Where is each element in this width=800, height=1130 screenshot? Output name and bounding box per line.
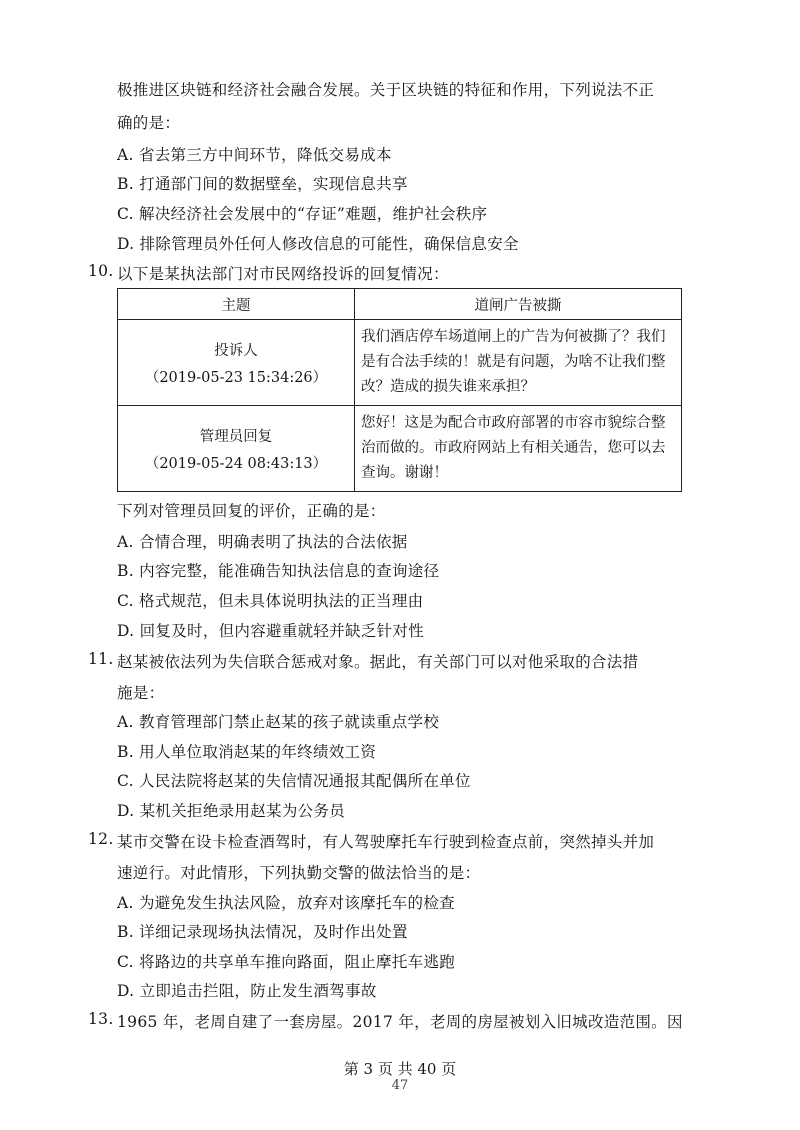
scan-number: 47 [391, 1078, 409, 1093]
table-row-admin-reply [118, 406, 682, 492]
q12-option-b: B. 详细记录现场执法情况，及时作出处置 [117, 923, 408, 941]
q9-option-a: A. 省去第三方中间环节，降低交易成本 [117, 146, 392, 164]
q11-stem-line2: 施是： [117, 684, 165, 702]
q11-option-b: B. 用人单位取消赵某的年终绩效工资 [117, 743, 377, 761]
q10-option-a: A. 合情合理，明确表明了执法的合法依据 [117, 533, 408, 551]
q9-stem-line2: 确的是： [117, 114, 181, 132]
q11-option-c: C. 人民法院将赵某的失信情况通报其配偶所在单位 [117, 772, 471, 790]
q9-option-d: D. 排除管理员外任何人修改信息的可能性，确保信息安全 [117, 235, 519, 253]
table-row-complainant [118, 320, 682, 406]
q12-stem-line1: 某市交警在设卡检查酒驾时，有人驾驶摩托车行驶到检查点前，突然掉头并加 [117, 833, 655, 851]
complainant-text: 我们酒店停车场道闸上的广告为何被撕了？我们是有合法手续的！就是有问题，为啥不让我们整改？造成的损失谁来承担？ [355, 320, 682, 406]
admin-reply-label: 管理员回复 [199, 428, 273, 445]
admin-reply-time: （2019-05-24 08:43:13） [144, 455, 328, 472]
q11-stem-line1: 赵某被依法列为失信联合惩戒对象。据此，有关部门可以对他采取的合法措 [117, 653, 639, 671]
q10-question: 下列对管理员回复的评价，正确的是： [117, 502, 386, 520]
page-number: 第 3 页 共 40 页 [343, 1060, 457, 1078]
q13-stem-line1: 1965 年，老周自建了一套房屋。2017 年，老周的房屋被划入旧城改造范围。因 [117, 1013, 683, 1031]
table-header-subject: 道闸广告被撕 [355, 289, 682, 320]
q12-option-a: A. 为避免发生执法风险，放弃对该摩托车的检查 [117, 894, 455, 912]
q11-number: 11. [88, 650, 114, 668]
q12-stem-line2: 速逆行。对此情形，下列执勤交警的做法恰当的是： [117, 864, 481, 882]
q12-number: 12. [88, 830, 114, 848]
admin-reply-cell [118, 406, 355, 492]
table-header-row [118, 289, 682, 320]
q13-number: 13. [88, 1010, 114, 1028]
q11-option-d: D. 某机关拒绝录用赵某为公务员 [117, 802, 346, 820]
table-header-topic: 主题 [118, 289, 355, 320]
q11-option-a: A. 教育管理部门禁止赵某的孩子就读重点学校 [117, 713, 440, 731]
q12-option-c: C. 将路边的共享单车推向路面，阻止摩托车逃跑 [117, 953, 456, 971]
q10-number: 10. [88, 262, 114, 280]
admin-reply-text: 您好！这是为配合市政府部署的市容市貌综合整治而做的。市政府网站上有相关通告，您可以去查询。谢谢！ [355, 406, 682, 492]
q9-option-c: C. 解决经济社会发展中的“存证”难题，维护社会秩序 [117, 205, 488, 223]
q9-option-b: B. 打通部门间的数据壁垒，实现信息共享 [117, 175, 408, 193]
q10-stem: 以下是某执法部门对市民网络投诉的回复情况： [117, 265, 449, 283]
q10-option-b: B. 内容完整，能准确告知执法信息的查询途径 [117, 562, 440, 580]
complainant-time: （2019-05-23 15:34:26） [144, 369, 328, 386]
q9-stem-line1: 极推进区块链和经济社会融合发展。关于区块链的特征和作用，下列说法不正 [117, 81, 655, 99]
complaint-reply-table [117, 288, 682, 492]
q10-option-c: C. 格式规范，但未具体说明执法的正当理由 [117, 592, 424, 610]
complainant-cell [118, 320, 355, 406]
q10-option-d: D. 回复及时，但内容避重就轻并缺乏针对性 [117, 622, 425, 640]
complainant-label: 投诉人 [214, 342, 258, 359]
q12-option-d: D. 立即追击拦阻，防止发生酒驾事故 [117, 982, 377, 1000]
